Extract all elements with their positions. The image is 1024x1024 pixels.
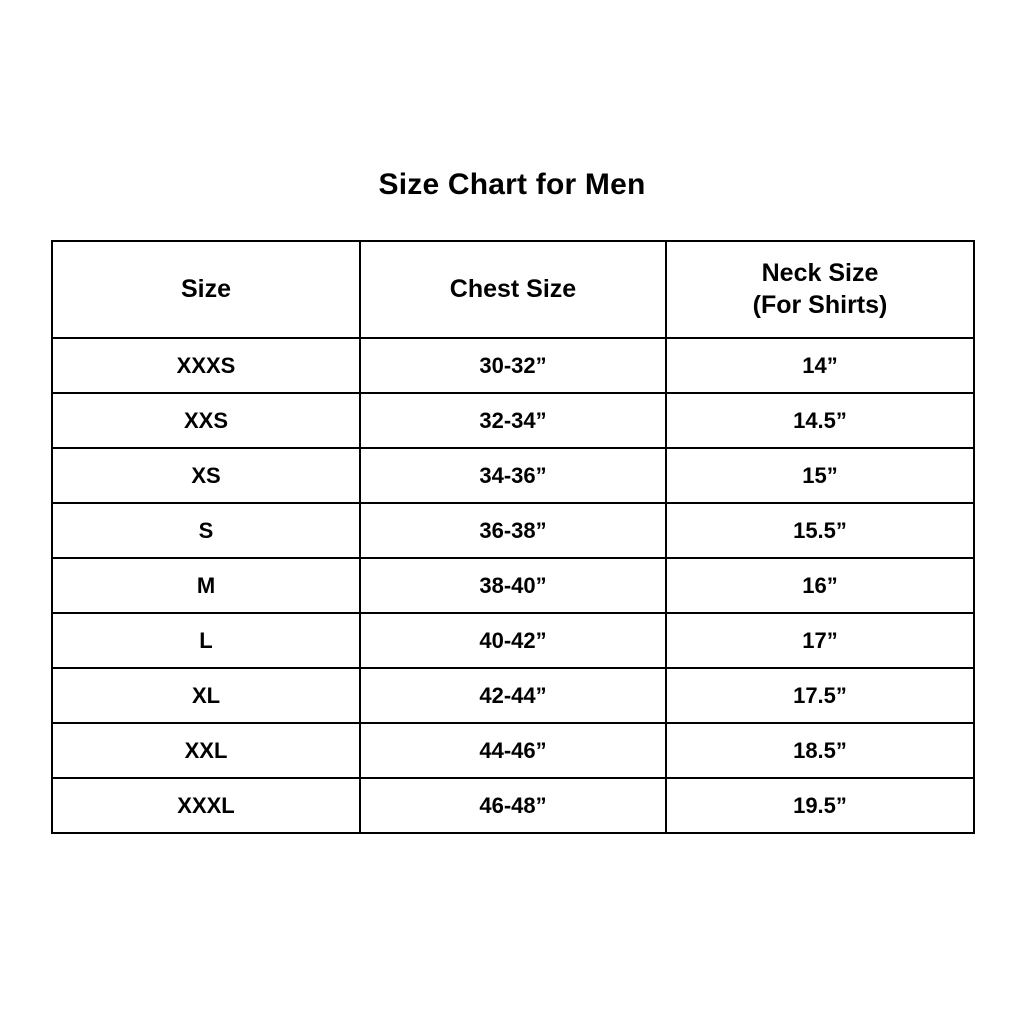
cell-chest-size: 30-32”	[360, 338, 666, 393]
cell-size: M	[52, 558, 360, 613]
table-row	[52, 723, 974, 778]
size-table	[51, 240, 975, 834]
table-row	[52, 393, 974, 448]
column-header-size	[52, 241, 360, 338]
table-row	[52, 778, 974, 833]
column-header-neck-size-sublabel: (For Shirts)	[752, 290, 888, 319]
cell-chest-size: 46-48”	[360, 778, 666, 833]
cell-size: XXL	[52, 723, 360, 778]
cell-neck-size: 18.5”	[666, 723, 974, 778]
table-header-row	[52, 241, 974, 338]
cell-size: XXS	[52, 393, 360, 448]
table-row	[52, 558, 974, 613]
cell-chest-size: 34-36”	[360, 448, 666, 503]
page-title: Size Chart for Men	[378, 168, 646, 201]
cell-neck-size: 19.5”	[666, 778, 974, 833]
table-row	[52, 503, 974, 558]
cell-chest-size: 32-34”	[360, 393, 666, 448]
column-header-chest-size-label: Chest Size	[449, 274, 577, 303]
cell-neck-size: 17.5”	[666, 668, 974, 723]
cell-chest-size: 36-38”	[360, 503, 666, 558]
cell-neck-size: 16”	[666, 558, 974, 613]
column-header-neck-size-label: Neck Size	[761, 259, 879, 288]
cell-size: XXXS	[52, 338, 360, 393]
cell-chest-size: 44-46”	[360, 723, 666, 778]
cell-chest-size: 38-40”	[360, 558, 666, 613]
table-row	[52, 613, 974, 668]
table-body	[52, 338, 974, 833]
table-header	[52, 241, 974, 338]
cell-chest-size: 42-44”	[360, 668, 666, 723]
table-row	[52, 338, 974, 393]
cell-neck-size: 14.5”	[666, 393, 974, 448]
cell-size: XL	[52, 668, 360, 723]
cell-size: XXXL	[52, 778, 360, 833]
cell-size: XS	[52, 448, 360, 503]
size-table-container	[51, 240, 973, 834]
cell-neck-size: 15”	[666, 448, 974, 503]
column-header-neck-size	[666, 241, 974, 338]
cell-neck-size: 15.5”	[666, 503, 974, 558]
column-header-chest-size	[360, 241, 666, 338]
cell-neck-size: 17”	[666, 613, 974, 668]
cell-chest-size: 40-42”	[360, 613, 666, 668]
table-row	[52, 448, 974, 503]
cell-neck-size: 14”	[666, 338, 974, 393]
cell-size: L	[52, 613, 360, 668]
column-header-size-label: Size	[180, 274, 232, 303]
cell-size: S	[52, 503, 360, 558]
table-row	[52, 668, 974, 723]
